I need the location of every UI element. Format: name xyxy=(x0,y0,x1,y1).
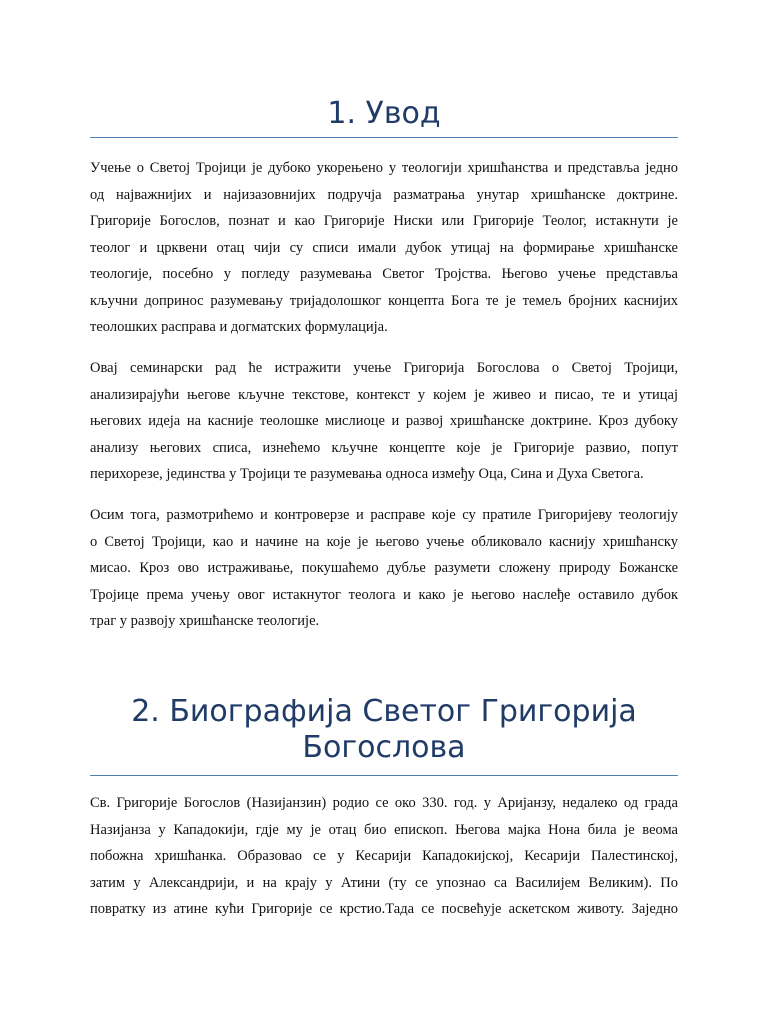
text-line: анализу његових списа, изнећемо кључне концепте које је Григорије развио, попут xyxy=(90,439,678,456)
text-line: о Светој Тројици, као и начине на које је његово учење обликовало каснију хришћанску xyxy=(90,533,678,550)
text-line: Учење о Светој Тројици је дубоко укорењено у теологији хришћанства и представља једно xyxy=(90,160,678,176)
section-2-heading-rule xyxy=(90,775,678,776)
text-line: Тројице према учењу овог истакнутог теолога и како је његово наслеђе оставило дубок xyxy=(90,586,678,603)
text-line: теолошких расправа и догматских формулација. xyxy=(90,319,388,335)
section-1-heading: 1. Увод xyxy=(327,96,441,131)
text-line: кључни допринос разумевању тријадолошког концепта Бога те је темељ бројних каснијих xyxy=(90,292,678,309)
text-line: Назијанза у Кападокији, гдје му је отац био епископ. Његова мајка Нона била је веома xyxy=(90,821,678,838)
text-line: теологије, посебно у погледу разумевања Светог Тројства. Његово учење представља xyxy=(90,266,678,282)
section-2-heading-line-1: 2. Биографија Светог Григорија xyxy=(131,694,637,729)
text-line: теолог и црквени отац чији су списи имали дубок утицај на формирање хришћанске xyxy=(90,239,678,256)
text-line: затим у Александрији, и на крају у Атини (ту се упознао са Василијем Великим). По xyxy=(90,874,678,891)
text-line: мисао. Кроз ово истраживање, покушаћемо дубље разумети сложену природу Божанске xyxy=(90,560,678,576)
text-line: анализирајући његове кључне текстове, контекст у којем је живео и писао, те и утицај xyxy=(90,386,678,403)
section-2-paragraph-1 xyxy=(90,790,678,923)
text-line: траг у развоју хришћанске теологије. xyxy=(90,613,320,629)
text-line: од најважнијих и најизазовнијих подручја разматрања унутар хришћанске доктрине. xyxy=(90,186,678,203)
section-1-heading-rule xyxy=(90,137,678,138)
text-line: Св. Григорије Богослов (Назијанзин) родио се око 330. год. у Аријанзу, недалеко од града xyxy=(90,795,678,811)
text-line: перихорезе, јединства у Тројици те разумевања односа између Оца, Сина и Духа Светога. xyxy=(90,466,644,482)
text-line: Григорије Богослов, познат и као Григорије Ниски или Григорије Теолог, истакнути је xyxy=(90,213,678,229)
section-1-paragraph-2 xyxy=(90,355,678,488)
section-1-paragraph-1 xyxy=(90,155,678,341)
section-1-paragraph-3 xyxy=(90,502,678,635)
text-line: Овај семинарски рад ће истражити учење Григорија Богослова о Светој Тројици, xyxy=(90,360,678,376)
text-line: Осим тога, размотрићемо и контроверзе и расправе које су пратиле Григоријеву теологију xyxy=(90,507,678,523)
section-2-heading-line-2: Богослова xyxy=(302,730,466,765)
text-line: повратку из атине кући Григорије се крстио.Тада се посвећује аскетском животу. Заједно xyxy=(90,901,678,917)
text-line: његових идеја на касније теолошке мислиоце и развој хришћанске доктрине. Кроз дубоку xyxy=(90,413,678,429)
text-line: побожна хришћанка. Образовао се у Кесарији Кападокијској, Кесарији Палестинској, xyxy=(90,848,678,864)
section-2-heading xyxy=(90,694,678,766)
